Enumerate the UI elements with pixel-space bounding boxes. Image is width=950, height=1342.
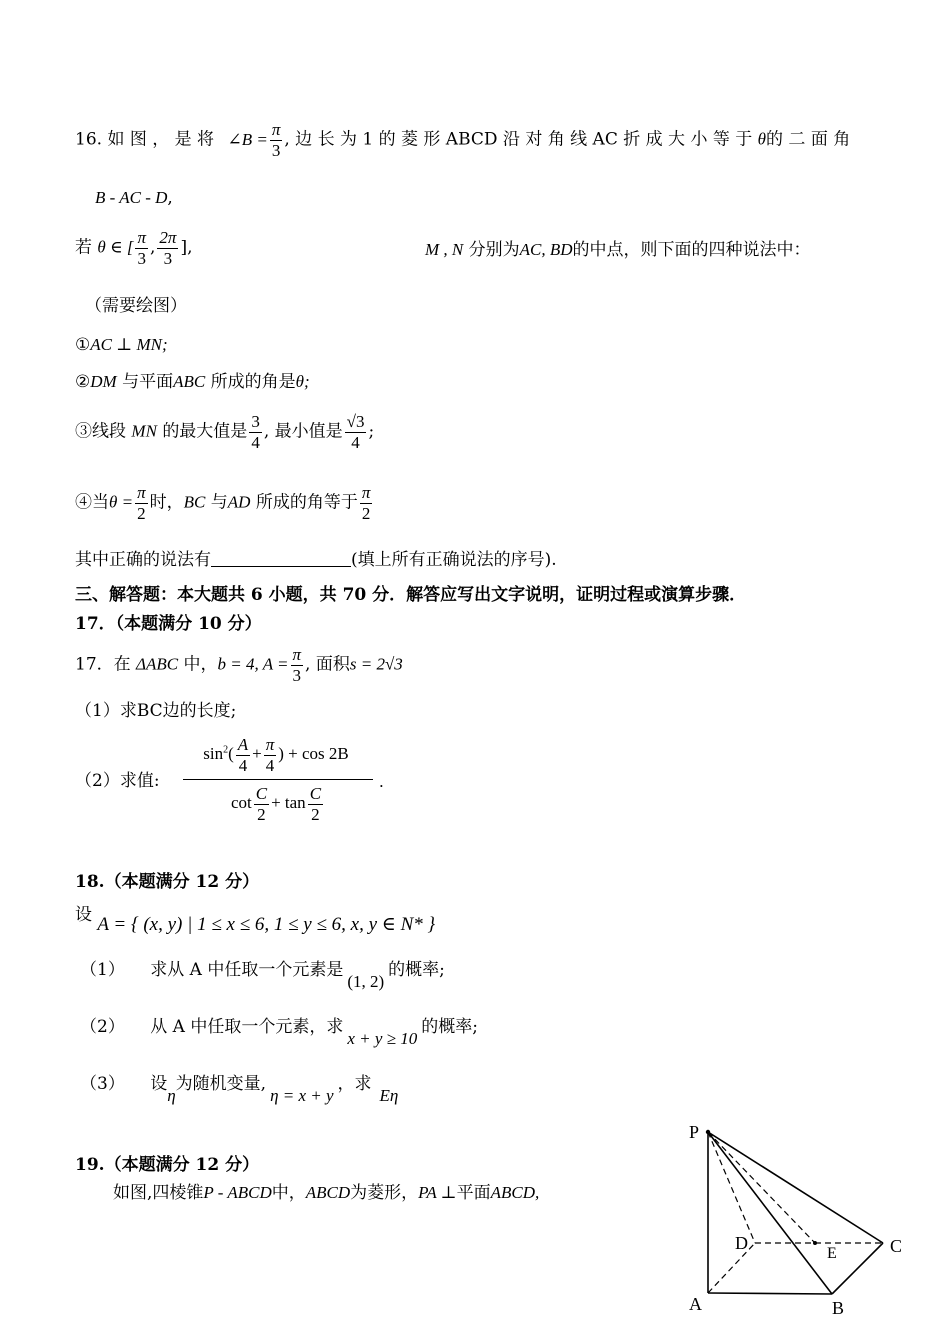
- label-a: A: [689, 1294, 702, 1314]
- segments-ac-bd: AC, BD: [519, 240, 573, 259]
- q17-part2-label: （2）求值:: [75, 771, 160, 791]
- q18-part2: （2） 从 A 中任取一个元素，求x + y ≥ 10的概率;: [80, 1017, 478, 1048]
- pyramid-name: P - ABCD: [203, 1183, 272, 1202]
- point-1-2: (1, 2): [347, 972, 385, 991]
- plane-name: ABCD,: [490, 1183, 540, 1202]
- fraction-pi-over-3: $\frac{\pi}{3}$: [271, 120, 281, 160]
- q16-line3-right: M , N 分别为AC, BD的中点，则下面的四种说法中：: [425, 240, 811, 260]
- q18-set-definition: 设 A = { (x, y) | 1 ≤ x ≤ 6, 1 ≤ y ≤ 6, x, y ∈ N* }: [75, 905, 436, 935]
- edge-ab: [708, 1293, 832, 1294]
- edge-bc: [832, 1243, 883, 1294]
- fraction-2pi-over-3: $\frac{2\pi}{3}$: [159, 228, 177, 268]
- label-e: E: [827, 1245, 837, 1262]
- q16-description: , 边 长 为 1 的 菱 形 ABCD 沿 对 角 线 AC 折 成 大 小 等 于: [284, 129, 753, 150]
- set-a-expr: A = { (x, y) | 1 ≤ x ≤ 6, 1 ≤ y ≤ 6, x, y ∈ N* }: [97, 914, 436, 935]
- fraction-pi-over-2: $\frac{\pi}{2}$: [361, 483, 371, 523]
- q16-statement-4: ④当θ = $\frac{\pi}{2}$ 时，BC 与AD 所成的角等于 $\frac{\pi}{2}$: [75, 483, 371, 523]
- section-heading: 三、解答题：本大题共 6 小题，共 70 分．解答应写出文字说明，证明过程或演算步骤．: [75, 585, 747, 605]
- edge-pc: [708, 1132, 883, 1243]
- expr-denominator: cot $\frac{C}{2}$ + tan $\frac{C}{2}$: [183, 779, 373, 824]
- q16-statement-3: ③线段 MN 的最大值是 $\frac{3}{4}$ , 最小值是 $\frac{√3}{4}$ ;: [75, 412, 375, 452]
- fraction-pi-over-3: $\frac{\pi}{3}$: [292, 645, 302, 685]
- label-b: B: [832, 1298, 845, 1318]
- fraction-pi-over-2: $\frac{\pi}{2}$: [137, 483, 146, 523]
- q18-part3: （3） 设η为随机变量,η = x + y，求Eη: [80, 1074, 399, 1105]
- q16-statement-2: ②DM 与平面ABC 所成的角是θ;: [75, 372, 310, 392]
- q16-intro: 16. 如 图 ， 是 将: [75, 129, 215, 150]
- q16-line3: 若 θ ∈ [ $\frac{\pi}{3}$ , $\frac{2\pi}{3}$ ],: [75, 228, 193, 268]
- apex-dot: [706, 1130, 710, 1134]
- q17-part1: （1）求BC边的长度;: [75, 701, 237, 721]
- q17-part2-expression: $\sin^2$( $\frac{A}{4}$ + $\frac{\pi}{4}$ ) + cos 2B cot $\frac{C}{2}$ + tan $\frac{C}{2}$ .: [183, 735, 384, 824]
- label-c: C: [890, 1236, 903, 1256]
- expectation-expr: Eη: [379, 1086, 399, 1105]
- label-d: D: [735, 1233, 748, 1253]
- q17-heading: 17．（本题满分 10 分）: [75, 614, 262, 634]
- fraction-sqrt3-over-4: $\frac{√3}{4}$: [346, 412, 365, 452]
- rhombus-name: ABCD: [305, 1183, 351, 1202]
- edge-pb: [708, 1132, 832, 1294]
- eta-symbol: η: [167, 1086, 176, 1105]
- q16-statement-1: ①AC ⊥ MN;: [75, 335, 168, 355]
- edge-pd-hidden: [708, 1132, 755, 1243]
- dihedral-angle-expr: B - AC - D: [95, 188, 168, 207]
- theta-symbol: θ: [757, 129, 767, 149]
- area-expr: s = 2√3: [349, 654, 403, 674]
- q16-line2: B - AC - D,: [95, 188, 173, 208]
- theta-range: θ ∈ [: [97, 237, 134, 257]
- q19-heading: 19.（本题满分 12 分）: [75, 1155, 260, 1175]
- label-p: P: [689, 1122, 700, 1142]
- q18-heading: 18.（本题满分 12 分）: [75, 872, 260, 892]
- answer-blank[interactable]: [211, 550, 351, 567]
- segment-pe-hidden: [708, 1132, 815, 1243]
- q16-line1: [75, 120, 850, 160]
- fraction-3-over-4: $\frac{3}{4}$: [251, 412, 260, 452]
- q18-part1: （1） 求从 A 中任取一个元素是(1, 2)的概率;: [80, 960, 445, 991]
- q17-line1: 17．在 ΔABC 中，b = 4, A = $\frac{\pi}{3}$ , 面积s = 2√3: [75, 645, 403, 685]
- inequality-expr: x + y ≥ 10: [347, 1029, 418, 1048]
- q16-answer-prompt: 其中正确的说法有 (填上所有正确说法的序号).: [75, 550, 557, 570]
- triangle-abc: ΔABC: [136, 654, 179, 674]
- angle-b: ∠B =: [227, 129, 268, 149]
- perpendicular-expr: PA ⊥: [418, 1183, 457, 1202]
- eta-definition: η = x + y: [270, 1086, 334, 1105]
- q19-line1: 如图,四棱锥P - ABCD中，ABCD为菱形，PA ⊥平面ABCD,: [113, 1183, 540, 1203]
- point-e-dot: [813, 1241, 817, 1245]
- expr-numerator: $\sin^2$( $\frac{A}{4}$ + $\frac{\pi}{4}$ ) + cos 2B: [203, 735, 349, 775]
- fraction-pi-over-3: $\frac{\pi}{3}$: [137, 228, 146, 268]
- midpoints-mn: M , N: [425, 240, 464, 259]
- pyramid-figure: [680, 1120, 920, 1340]
- q16-dihedral: 的 二 面 角: [766, 129, 851, 150]
- q16-note: （需要绘图）: [85, 296, 187, 316]
